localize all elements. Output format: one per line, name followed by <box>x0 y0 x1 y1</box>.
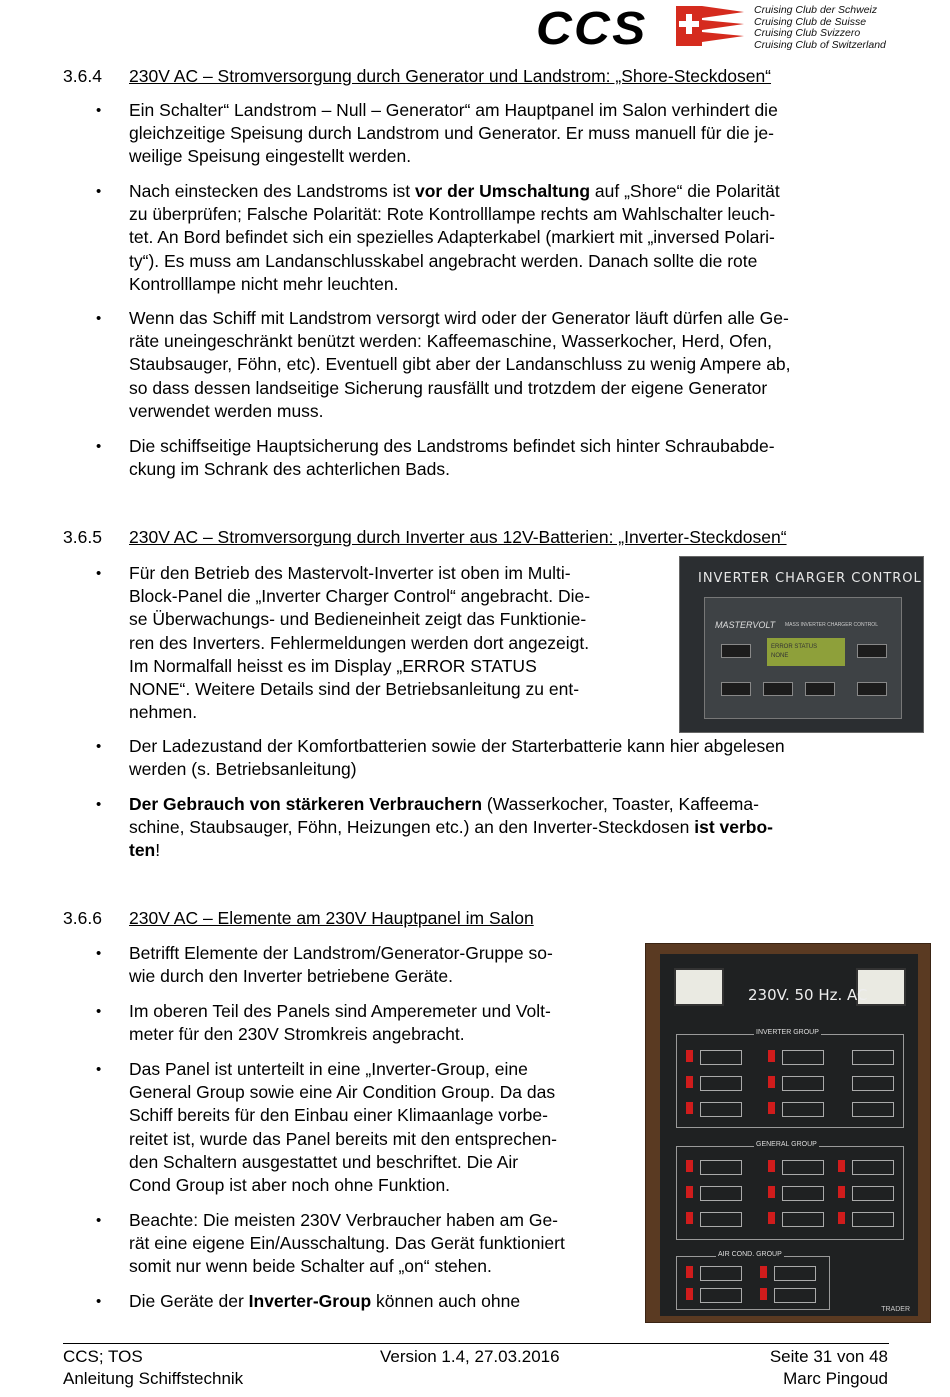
breaker-switch-icon <box>768 1102 775 1114</box>
text: Die Geräte der <box>129 1291 249 1311</box>
text-line: den Schaltern ausgestattet und beschriftet. Die Air <box>129 1151 519 1172</box>
bullet: • <box>96 1003 102 1020</box>
text-line: Schiff bereits für den Einbau einer Klimaanlage vorbe- <box>129 1105 548 1126</box>
bold-text: Inverter-Group <box>248 1291 372 1311</box>
text-line: Für den Betrieb des Mastervolt-Inverter ist oben im Multi- <box>129 563 571 583</box>
text-line: NONE“. Weitere Details sind der Betriebsanleitung zu ent- <box>129 679 580 700</box>
bullet: • <box>96 945 102 962</box>
air-cond-group-label: AIR COND. GROUP <box>718 1251 782 1258</box>
bullet: • <box>96 183 102 200</box>
section-title: 230V AC – Elemente am 230V Hauptpanel im Salon <box>129 908 534 928</box>
text: schine, Staubsauger, Föhn, Heizungen etc.) an den Inverter-Steckdosen <box>129 817 695 838</box>
breaker-switch-icon <box>768 1050 775 1062</box>
breaker-label <box>700 1160 742 1175</box>
text: ! <box>155 840 161 861</box>
panel-maker-label: TRADER <box>881 1306 910 1313</box>
text-line: meter für den 230V Stromkreis angebracht. <box>129 1024 465 1045</box>
breaker-label <box>700 1102 742 1117</box>
text-line: General Group sowie eine Air Condition Group. Da das <box>129 1082 556 1103</box>
breaker-label <box>852 1160 894 1175</box>
section-number: 3.6.5 <box>63 527 102 547</box>
ccs-logo: CCS <box>536 2 648 54</box>
footer-doc-title: Anleitung Schiffstechnik <box>63 1369 244 1388</box>
breaker-switch-icon <box>686 1266 693 1278</box>
paragraph <box>129 735 887 781</box>
text-line: Betrifft Elemente der Landstrom/Generator-Gruppe so- <box>129 943 553 963</box>
text-line: Wenn das Schiff mit Landstrom versorgt wird oder der Generator läuft dürfen alle Ge- <box>129 308 789 328</box>
section-title: 230V AC – Stromversorgung durch Generator und Landstrom: „Shore-Steckdosen“ <box>129 66 772 86</box>
text-line: wie durch den Inverter betriebene Geräte. <box>129 966 453 987</box>
breaker-switch-icon <box>768 1076 775 1088</box>
lcd-line: ERROR STATUS <box>771 644 818 650</box>
breaker-label <box>782 1050 824 1065</box>
panel-face <box>660 954 918 1316</box>
breaker-label <box>852 1212 894 1227</box>
breaker-label <box>700 1212 742 1227</box>
text-line: Cond Group ist aber noch ohne Funktion. <box>129 1175 451 1196</box>
text-line: Im oberen Teil des Panels sind Amperemeter und Volt- <box>129 1001 551 1021</box>
text-line <box>129 816 887 839</box>
breaker-label <box>782 1102 824 1117</box>
breaker-label <box>700 1076 742 1091</box>
text-line: so dass dessen landseitige Sicherung rausfällt und trotzdem der eigene Generator <box>129 377 768 398</box>
section-title: 230V AC – Stromversorgung durch Inverter aus 12V-Batterien: „Inverter-Steckdosen“ <box>129 527 787 547</box>
text-line: reitet ist, wurde das Panel bereits mit den entsprechen- <box>129 1128 557 1149</box>
text: können auch ohne <box>371 1291 521 1311</box>
footer-right <box>770 1346 888 1390</box>
text-line: Der Ladezustand der Komfortbatterien sowie der Starterbatterie kann hier abgelesen <box>129 736 785 756</box>
inverter-panel-label: INVERTER CHARGER CONTROL <box>698 571 922 586</box>
paragraph <box>129 1058 627 1197</box>
author: Marc Pingoud <box>783 1369 888 1388</box>
bold-text: ten <box>129 840 156 861</box>
paragraph <box>129 1209 627 1279</box>
panel-title: 230V. 50 Hz. AC <box>748 986 868 1004</box>
breaker-switch-icon <box>760 1266 767 1278</box>
paragraph <box>129 1290 627 1313</box>
breaker-switch-icon <box>686 1212 693 1224</box>
breaker-label <box>782 1076 824 1091</box>
breaker-switch-icon <box>838 1186 845 1198</box>
bullet: • <box>96 1293 102 1310</box>
select-button <box>721 682 751 696</box>
text-line: Das Panel ist unterteilt in eine „Inverter-Group, eine <box>129 1059 528 1079</box>
general-group-label: GENERAL GROUP <box>756 1141 817 1148</box>
club-name-it: Cruising Club Svizzero <box>754 27 861 39</box>
page-number: Seite 31 von 48 <box>769 1347 888 1366</box>
text-line: Im Normalfall heisst es im Display „ERROR STATUS <box>129 655 537 676</box>
paragraph <box>129 562 662 724</box>
text: Nach einstecken des Landstroms ist <box>129 181 415 201</box>
club-names <box>754 5 886 51</box>
text-line: somit nur wenn beide Schalter auf „on“ stehen. <box>129 1256 492 1277</box>
breaker-label <box>782 1186 824 1201</box>
bullet: • <box>96 310 102 327</box>
club-name-de: Cruising Club der Schweiz <box>754 4 878 16</box>
breaker-label <box>700 1186 742 1201</box>
breaker-switch-icon <box>838 1160 845 1172</box>
bullet: • <box>96 102 102 119</box>
bold-text: vor der Umschaltung <box>414 181 591 201</box>
breaker-switch-icon <box>686 1050 693 1062</box>
breaker-label <box>852 1076 894 1091</box>
bullet: • <box>96 738 102 755</box>
text-line: Kontrolllampe nicht mehr leuchten. <box>129 273 399 294</box>
breaker-label <box>852 1050 894 1065</box>
breaker-label <box>852 1186 894 1201</box>
text-line: räte uneingeschränkt benützt werden: Kaffeemaschine, Wasserkocher, Herd, Ofen, <box>129 331 772 352</box>
club-name-en: Cruising Club of Switzerland <box>754 38 886 51</box>
breaker-label <box>782 1160 824 1175</box>
breaker-switch-icon <box>838 1212 845 1224</box>
text-line: nehmen. <box>129 702 198 723</box>
breaker-switch-icon <box>686 1076 693 1088</box>
volt-amp-button <box>763 682 793 696</box>
inverter-subtitle: MASS INVERTER CHARGER CONTROL <box>785 622 878 628</box>
breaker-switch-icon <box>760 1288 767 1300</box>
club-name-fr: Cruising Club de Suisse <box>754 15 867 28</box>
text-line: gleichzeitige Speisung durch Landstrom und Generator. Er muss manuell für die je- <box>129 123 774 144</box>
breaker-label <box>782 1212 824 1227</box>
bold-text: Der Gebrauch von stärkeren Verbrauchern <box>129 794 483 814</box>
inverter-group-label: INVERTER GROUP <box>756 1029 819 1036</box>
text-line <box>129 180 887 203</box>
bullet: • <box>96 1212 102 1229</box>
breaker-switch-icon <box>768 1186 775 1198</box>
text-line: Beachte: Die meisten 230V Verbraucher haben am Ge- <box>129 1210 558 1230</box>
section-number: 3.6.6 <box>63 908 102 928</box>
section-number: 3.6.4 <box>63 66 102 86</box>
bullet: • <box>96 796 102 813</box>
text-line: verwendet werden muss. <box>129 400 324 421</box>
breaker-label <box>700 1266 742 1281</box>
text-line <box>129 1290 627 1313</box>
text-line <box>129 793 887 816</box>
text: auf „Shore“ die Polarität <box>590 181 780 201</box>
paragraph <box>129 435 887 481</box>
breaker-switch-icon <box>686 1160 693 1172</box>
ammeter-icon <box>674 968 724 1006</box>
text-line: werden (s. Betriebsanleitung) <box>129 759 357 780</box>
text-line: Block-Panel die „Inverter Charger Control“ angebracht. Die- <box>129 586 591 607</box>
breaker-label <box>774 1266 816 1281</box>
text-line: Ein Schalter“ Landstrom – Null – Generator“ am Hauptpanel im Salon verhindert die <box>129 100 778 120</box>
alt-time-button <box>805 682 835 696</box>
lcd-line: NONE <box>771 653 789 659</box>
text-line: ty“). Es muss am Landanschlusskabel angebracht werden. Danach sollte die rote <box>129 250 758 271</box>
bullet: • <box>96 565 102 582</box>
footer-org: CCS; TOS <box>63 1347 143 1366</box>
mastervolt-brand: MASTERVOLT <box>715 620 776 630</box>
breaker-label <box>700 1288 742 1303</box>
text-line: zu überprüfen; Falsche Polarität: Rote Kontrolllampe rechts am Wahlschalter leuch- <box>129 204 776 225</box>
breaker-label <box>852 1102 894 1117</box>
bold-text: ist verbo- <box>694 817 773 838</box>
paragraph <box>129 1000 627 1046</box>
paragraph <box>129 99 887 169</box>
text-line: tet. An Bord befindet sich ein spezielles Adapterkabel (markiert mit „inversed Polari- <box>129 227 775 248</box>
breaker-label <box>774 1288 816 1303</box>
bullet: • <box>96 438 102 455</box>
text-line: rät eine eigene Ein/Ausschaltung. Das Gerät funktioniert <box>129 1233 565 1254</box>
breaker-label <box>700 1050 742 1065</box>
swiss-flag-pennant-icon <box>676 6 744 46</box>
breaker-switch-icon <box>686 1186 693 1198</box>
set-up-button <box>857 682 887 696</box>
charger-button <box>857 644 887 658</box>
paragraph <box>129 942 627 988</box>
breaker-switch-icon <box>686 1288 693 1300</box>
lcd-display <box>767 638 845 666</box>
bullet: • <box>96 1061 102 1078</box>
breaker-switch-icon <box>768 1212 775 1224</box>
breaker-switch-icon <box>686 1102 693 1114</box>
text-line: ren des Inverters. Fehlermeldungen werden dort angezeigt. <box>129 632 590 653</box>
text-line: weilige Speisung eingestellt werden. <box>129 146 412 167</box>
inverter-control-faceplate <box>704 597 902 719</box>
text-line: ckung im Schrank des achterlichen Bads. <box>129 459 450 480</box>
footer-left <box>63 1346 243 1390</box>
text-line: se Überwachungs- und Bedieneinheit zeigt das Funktionie- <box>129 609 587 630</box>
paragraph <box>129 180 887 296</box>
paragraph <box>129 793 887 863</box>
footer-divider <box>63 1343 889 1344</box>
text-line <box>129 839 887 862</box>
230v-main-panel-photo <box>645 943 931 1323</box>
text-line: Staubsauger, Föhn, etc). Eventuell gibt aber der Landanschluss zu wenig Ampere ab, <box>129 354 791 375</box>
text: (Wasserkocher, Toaster, Kaffeema- <box>482 794 759 814</box>
text-line: Die schiffseitige Hauptsicherung des Landstroms befindet sich hinter Schraubabde- <box>129 436 775 456</box>
breaker-switch-icon <box>768 1160 775 1172</box>
paragraph <box>129 307 887 423</box>
inverter-button <box>721 644 751 658</box>
inverter-charger-control-photo <box>679 556 924 733</box>
footer-version: Version 1.4, 27.03.2016 <box>380 1347 560 1366</box>
